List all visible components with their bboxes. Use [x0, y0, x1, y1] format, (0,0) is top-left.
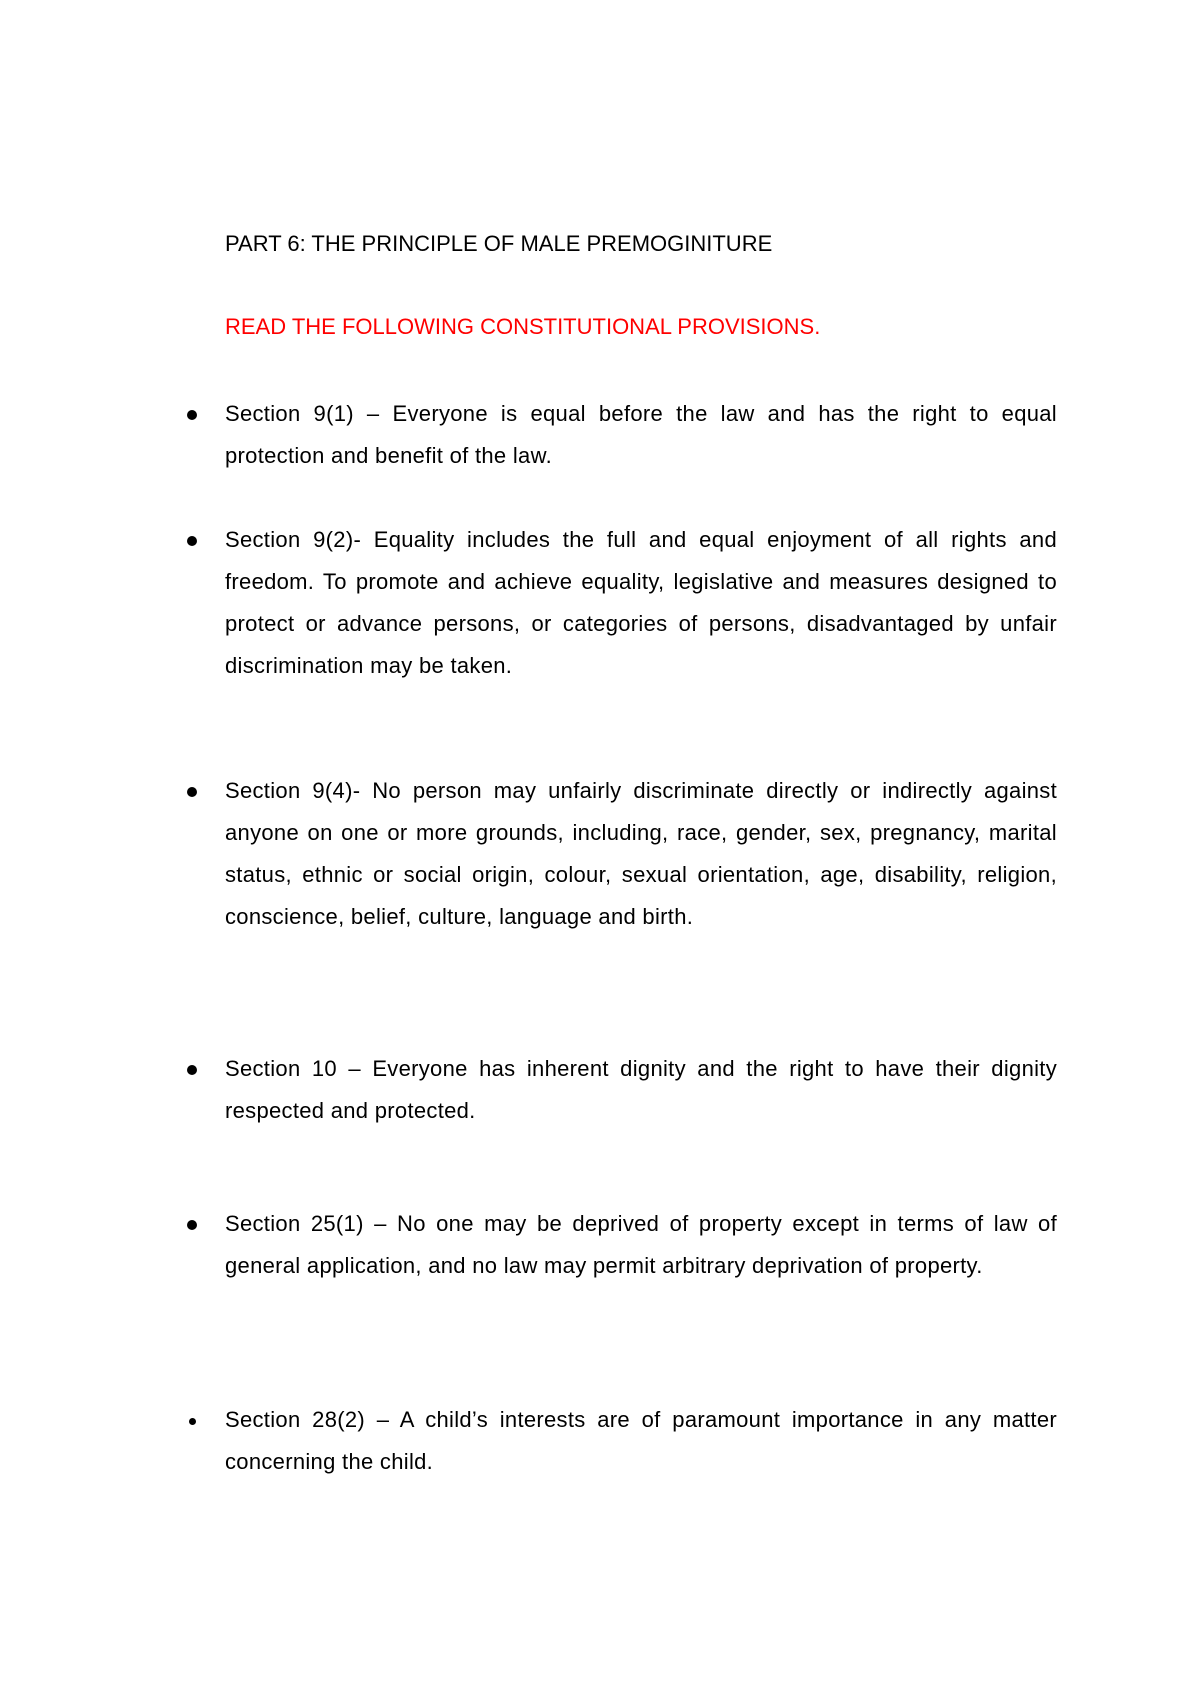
- provision-text: Section 9(4)- No person may unfairly discriminate directly or indirectly against anyone on one or more grounds, including, race, gender, sex, pregnancy, marital status, ethnic or social origin, colour, sexual orientation, age, disability, religion, conscience, belief, culture, language and birth.: [225, 778, 1057, 929]
- part-heading: PART 6: THE PRINCIPLE OF MALE PREMOGINITURE: [225, 231, 773, 256]
- provision-item: [225, 519, 1057, 687]
- bullet-icon: [189, 1418, 196, 1425]
- provision-item: [225, 1048, 1057, 1132]
- bullet-icon: [187, 1065, 197, 1075]
- provision-text: Section 28(2) – A child’s interests are of paramount importance in any matter concerning the child.: [225, 1407, 1057, 1474]
- provision-text: Section 9(1) – Everyone is equal before the law and has the right to equal protection and benefit of the law.: [225, 401, 1057, 468]
- provision-item: [225, 1203, 1057, 1287]
- provision-item: [225, 1399, 1057, 1483]
- bullet-icon: [187, 787, 197, 797]
- provision-text: Section 10 – Everyone has inherent dignity and the right to have their dignity respected and protected.: [225, 1056, 1057, 1123]
- bullet-icon: [187, 410, 197, 420]
- provision-item: [225, 393, 1057, 477]
- bullet-icon: [187, 1220, 197, 1230]
- provision-text: Section 25(1) – No one may be deprived of property except in terms of law of general application, and no law may permit arbitrary deprivation of property.: [225, 1211, 1057, 1278]
- instruction-text: READ THE FOLLOWING CONSTITUTIONAL PROVISIONS.: [225, 314, 821, 339]
- provision-text: Section 9(2)- Equality includes the full and equal enjoyment of all rights and freedom. To promote and achieve equality, legislative and measures designed to protect or advance persons, or categories of persons, disadvantaged by unfair discrimination may be taken.: [225, 527, 1057, 678]
- provision-item: [225, 770, 1057, 938]
- bullet-icon: [187, 536, 197, 546]
